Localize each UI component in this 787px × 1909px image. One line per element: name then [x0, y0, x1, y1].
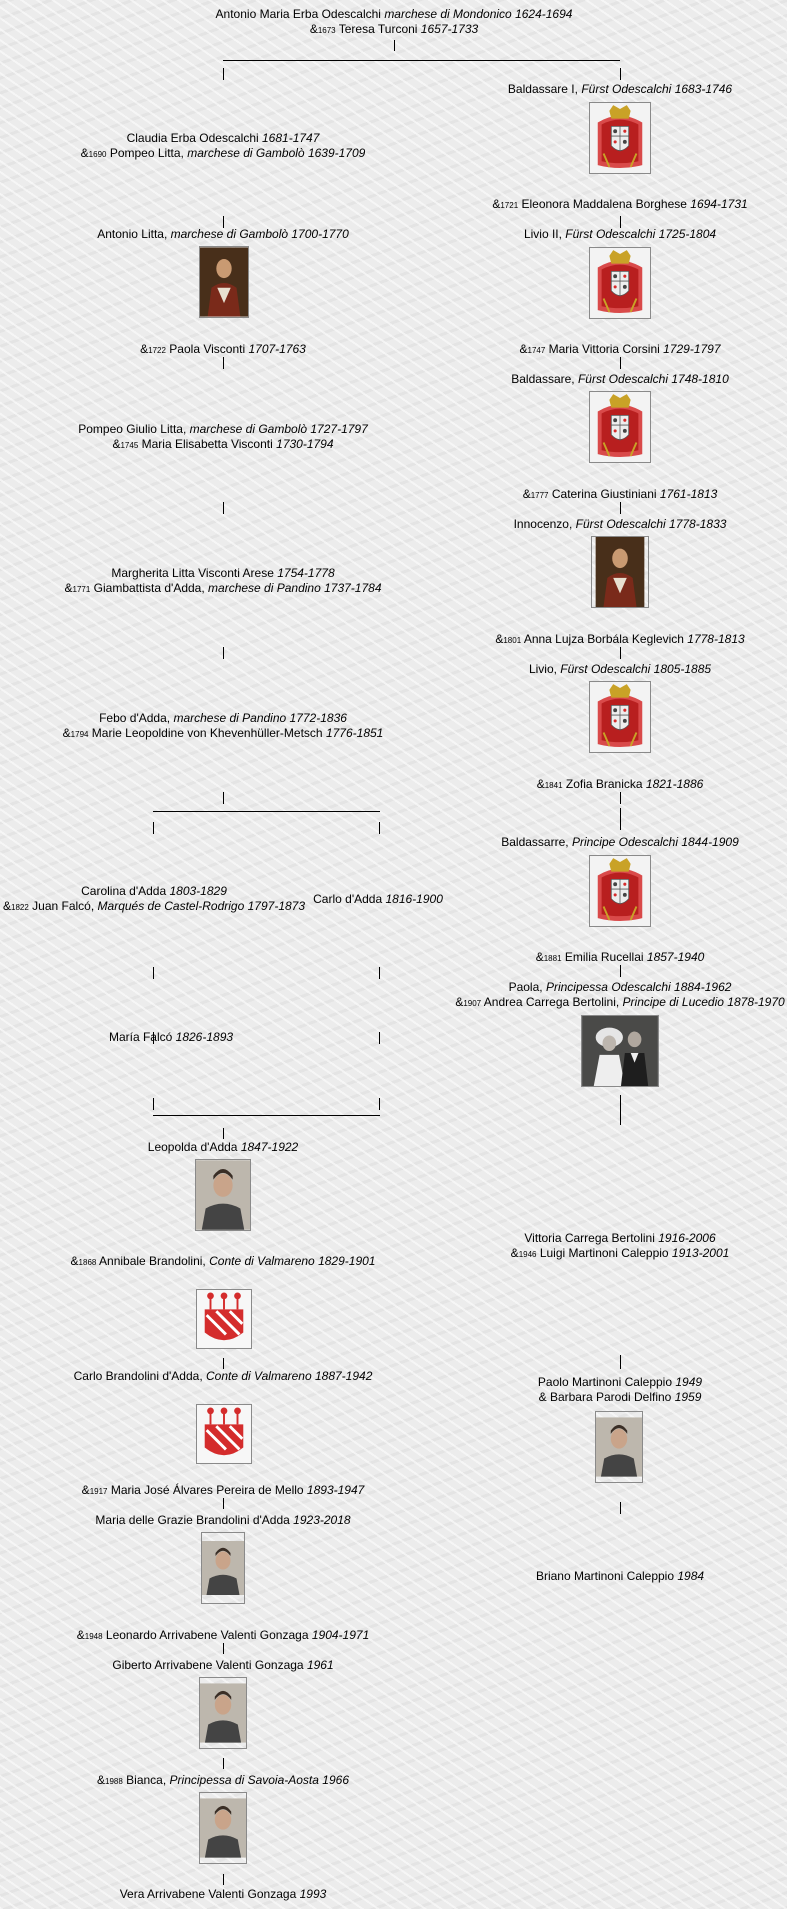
connector-line — [223, 792, 224, 804]
marriage-year: 1721 — [500, 201, 519, 210]
person-entry — [109, 1030, 233, 1045]
person-entry — [536, 950, 705, 966]
person-entry — [523, 487, 718, 503]
person-dates: 1737-1784 — [324, 581, 382, 595]
person-title: Principe Odescalchi — [571, 835, 679, 849]
person-line — [95, 1513, 350, 1528]
person-dates: 1700-1770 — [291, 227, 349, 241]
person-title: Fürst Odescalchi — [577, 372, 669, 386]
person-name: María Falcó — [108, 1030, 173, 1044]
person-entry — [63, 711, 384, 742]
marriage-mark: & — [70, 1254, 79, 1268]
person-line — [538, 1375, 702, 1390]
person-name: Leopolda d'Adda — [147, 1140, 238, 1154]
person-line — [81, 146, 366, 162]
person-title: Fürst Odescalchi — [560, 662, 651, 676]
person-dates: 1829-1901 — [318, 1254, 376, 1268]
sibling-bar — [153, 1115, 380, 1116]
portrait-photo-image — [199, 1792, 247, 1864]
person-dates: 1805-1885 — [653, 662, 712, 676]
marriage-year: 1777 — [530, 491, 549, 500]
person-line — [537, 777, 704, 793]
person-dates: 1725-1804 — [658, 227, 717, 241]
person-name: Livio, — [528, 662, 557, 676]
connector-line — [223, 1758, 224, 1769]
person-entry — [216, 7, 573, 38]
person-entry — [95, 1513, 350, 1528]
person-line — [78, 422, 368, 437]
person-dates: 1844-1909 — [681, 835, 739, 849]
person-name: Maria José Álvares Pereira de Mello — [110, 1483, 304, 1497]
connector-line — [620, 502, 621, 514]
person-dates: 1778-1833 — [669, 517, 727, 531]
person-name: Andrea Carrega Bertolini, — [483, 995, 620, 1009]
marriage-mark: & — [495, 632, 504, 646]
person-line — [82, 1483, 365, 1499]
person-dates: 1904-1971 — [311, 1628, 370, 1642]
person-title: Principessa Odescalchi — [545, 980, 671, 994]
person-dates: 1966 — [322, 1773, 349, 1787]
portrait-photo-image — [201, 1532, 245, 1604]
person-name: Anna Lujza Borbála Keglevich — [523, 632, 684, 646]
person-name: Juan Falcó, — [32, 899, 95, 913]
person-name: Margherita Litta Visconti Arese — [111, 566, 274, 580]
person-dates: 1694-1731 — [690, 197, 748, 211]
person-dates: 1878-1970 — [727, 995, 785, 1009]
marriage-year: 1948 — [84, 1632, 103, 1641]
person-name: Antonio Maria Erba Odescalchi — [215, 7, 381, 21]
connector-line — [223, 502, 224, 514]
person-dates: 1857-1940 — [646, 950, 705, 964]
marriage-mark: & — [62, 726, 71, 740]
person-name: Teresa Turconi — [338, 22, 418, 36]
portrait-photo-image — [199, 1677, 247, 1749]
person-entry — [81, 131, 366, 162]
person-name: Baldassare I, — [507, 82, 578, 96]
person-entry — [529, 662, 711, 677]
marriage-mark: & — [64, 581, 73, 595]
person-name: Maria Vittoria Corsini — [548, 342, 660, 356]
person-dates: 1959 — [674, 1390, 702, 1404]
marriage-year: 1946 — [518, 1250, 537, 1259]
connector-line — [620, 792, 621, 804]
person-entry — [120, 1887, 327, 1902]
person-title: marchese di Mondonico — [384, 7, 512, 21]
person-entry — [537, 777, 704, 793]
odescalchi-coat-of-arms-icon — [589, 855, 651, 927]
person-dates: 1778-1813 — [687, 632, 745, 646]
person-title: Conte di Valmareno — [206, 1369, 312, 1383]
odescalchi-coat-of-arms-icon — [589, 681, 651, 753]
person-line — [313, 892, 443, 907]
person-name: Maria Elisabetta Visconti — [141, 437, 273, 451]
person-line — [65, 581, 382, 597]
person-title: Fürst Odescalchi — [575, 517, 666, 531]
person-entry — [536, 1569, 704, 1584]
person-line — [519, 342, 720, 358]
person-line — [78, 437, 368, 453]
person-entry — [82, 1483, 365, 1499]
person-line — [538, 1390, 702, 1405]
person-dates: 1754-1778 — [277, 566, 335, 580]
connector-line — [620, 647, 621, 659]
person-name: Pompeo Litta, — [109, 146, 184, 160]
person-name: Vittoria Carrega Bertolini — [524, 1231, 655, 1245]
person-entry — [508, 82, 732, 97]
person-dates: 1893-1947 — [306, 1483, 365, 1497]
marriage-year: 1801 — [503, 636, 522, 645]
person-name: Baldassare, — [511, 372, 575, 386]
person-line — [97, 1773, 349, 1789]
person-entry — [97, 1773, 349, 1789]
person-entry — [492, 197, 747, 213]
marriage-mark: & — [80, 146, 89, 160]
person-entry — [501, 835, 739, 850]
marriage-year: 1988 — [105, 1777, 123, 1786]
person-dates: 1707-1763 — [248, 342, 306, 356]
marriage-mark: & — [81, 1483, 90, 1497]
person-name: Claudia Erba Odescalchi — [126, 131, 259, 145]
person-title: Principessa di Savoia-Aosta — [169, 1773, 319, 1787]
person-line — [529, 662, 711, 677]
person-dates: 1729-1797 — [663, 342, 721, 356]
person-title: Fürst Odescalchi — [565, 227, 656, 241]
person-line — [77, 1628, 369, 1644]
connector-line — [620, 808, 621, 830]
person-line — [63, 726, 384, 742]
connector-line — [153, 967, 154, 979]
person-name: Livio II, — [523, 227, 562, 241]
person-entry — [74, 1369, 373, 1384]
person-dates: 1993 — [299, 1887, 327, 1901]
brandolini-coat-of-arms-icon — [196, 1404, 252, 1464]
person-name: Paola, — [508, 980, 543, 994]
person-name: Vera Arrivabene Valenti Gonzaga — [119, 1887, 297, 1901]
portrait-photo-image — [595, 1411, 643, 1483]
person-line — [3, 899, 305, 915]
sibling-bar — [153, 811, 380, 812]
person-line — [81, 131, 366, 146]
person-dates: 1657-1733 — [420, 22, 479, 36]
person-name: Luigi Martinoni Caleppio — [539, 1246, 669, 1260]
odescalchi-coat-of-arms-icon — [589, 102, 651, 174]
connector-line — [223, 1358, 224, 1369]
person-line — [455, 980, 784, 995]
person-title: marchese di Gambolò — [187, 146, 305, 160]
person-dates: 1748-1810 — [671, 372, 729, 386]
person-line — [3, 884, 305, 899]
person-entry — [313, 892, 443, 907]
person-name: Antonio Litta, — [97, 227, 168, 241]
marriage-mark: & — [309, 22, 318, 36]
person-dates: 1826-1893 — [175, 1030, 234, 1044]
person-dates: 1624-1694 — [515, 7, 573, 21]
person-line — [514, 517, 727, 532]
marriage-mark: & — [492, 197, 501, 211]
person-line — [501, 835, 739, 850]
connector-line — [620, 965, 621, 977]
connector-line — [223, 357, 224, 369]
person-name: Paolo Martinoni Caleppio — [537, 1375, 673, 1389]
person-line — [455, 995, 784, 1011]
person-entry — [112, 1658, 333, 1673]
person-dates: 1884-1962 — [674, 980, 732, 994]
connector-line — [620, 1355, 621, 1369]
portrait-painting-image — [199, 246, 249, 318]
person-line — [536, 1569, 704, 1584]
marriage-mark: & — [510, 1246, 519, 1260]
person-line — [524, 227, 716, 242]
person-title: marchese di Pandino — [173, 711, 287, 725]
marriage-mark: & — [97, 1773, 106, 1787]
person-line — [65, 566, 382, 581]
person-name: Annibale Brandolini, — [99, 1254, 206, 1268]
person-name: Marie Leopoldine von Khevenhüller-Metsch — [91, 726, 323, 740]
person-name: Maria delle Grazie Brandolini d'Adda — [95, 1513, 290, 1527]
person-line — [511, 372, 728, 387]
marriage-year: 1673 — [317, 26, 336, 35]
person-line — [508, 82, 732, 97]
person-line — [74, 1369, 373, 1384]
person-dates: 1797-1873 — [247, 899, 306, 913]
person-line — [140, 342, 306, 358]
person-name: & Barbara Parodi Delfino — [538, 1390, 672, 1404]
marriage-mark: & — [140, 342, 149, 356]
person-dates: 1949 — [675, 1375, 703, 1389]
person-entry — [97, 227, 349, 242]
person-name: Briano Martinoni Caleppio — [535, 1569, 675, 1583]
person-dates: 1639-1709 — [307, 146, 366, 160]
person-name: Leonardo Arrivabene Valenti Gonzaga — [105, 1628, 309, 1642]
person-dates: 1761-1813 — [659, 487, 718, 501]
person-title: marchese di Gambolò — [189, 422, 308, 436]
connector-line — [379, 1032, 380, 1044]
marriage-year: 1917 — [89, 1487, 108, 1496]
person-dates: 1923-2018 — [293, 1513, 351, 1527]
marriage-year: 1747 — [527, 346, 546, 355]
person-line — [536, 950, 705, 966]
marriage-year: 1881 — [543, 954, 562, 963]
person-name: Paola Visconti — [169, 342, 246, 356]
person-line — [511, 1246, 730, 1262]
marriage-year: 1907 — [463, 999, 482, 1008]
person-name: Emilia Rucellai — [564, 950, 644, 964]
person-dates: 1727-1797 — [310, 422, 368, 436]
person-entry — [65, 566, 382, 597]
person-title: Principe di Lucedio — [622, 995, 724, 1009]
person-line — [216, 7, 573, 22]
person-name: Giberto Arrivabene Valenti Gonzaga — [112, 1658, 304, 1672]
marriage-mark: & — [536, 777, 545, 791]
portrait-painting-image — [591, 536, 649, 608]
person-title: Conte di Valmareno — [209, 1254, 315, 1268]
person-entry — [519, 342, 720, 358]
marriage-mark: & — [112, 437, 121, 451]
person-name: Pompeo Giulio Litta, — [78, 422, 187, 436]
marriage-mark: & — [535, 950, 544, 964]
person-title: marchese di Gambolò — [170, 227, 289, 241]
connector-line — [153, 822, 154, 834]
connector-line — [620, 357, 621, 369]
marriage-mark: & — [76, 1628, 85, 1642]
person-entry — [514, 517, 727, 532]
person-dates: 1847-1922 — [240, 1140, 299, 1154]
odescalchi-coat-of-arms-icon — [589, 247, 651, 319]
person-entry — [524, 227, 716, 242]
person-entry — [538, 1375, 702, 1405]
person-entry — [77, 1628, 369, 1644]
sibling-bar — [223, 60, 620, 61]
person-line — [63, 711, 384, 726]
marriage-mark: & — [522, 487, 531, 501]
marriage-year: 1822 — [11, 903, 29, 912]
person-entry — [71, 1254, 376, 1270]
person-name: Baldassarre, — [501, 835, 569, 849]
person-name: Innocenzo, — [513, 517, 573, 531]
person-dates: 1821-1886 — [645, 777, 704, 791]
person-dates: 1681-1747 — [262, 131, 320, 145]
brandolini-coat-of-arms-icon — [196, 1289, 252, 1349]
person-dates: 1984 — [677, 1569, 705, 1583]
connector-line — [223, 1874, 224, 1885]
person-dates: 1776-1851 — [325, 726, 384, 740]
person-line — [112, 1658, 333, 1673]
person-name: Giambattista d'Adda, — [93, 581, 205, 595]
marriage-mark: & — [455, 995, 464, 1009]
person-dates: 1683-1746 — [674, 82, 733, 96]
person-name: Caterina Giustiniani — [551, 487, 657, 501]
person-dates: 1961 — [306, 1658, 334, 1672]
person-line — [511, 1231, 730, 1246]
person-name: Bianca, — [126, 1773, 167, 1787]
person-line — [492, 197, 747, 213]
connector-line — [223, 1128, 224, 1139]
connector-line — [153, 1098, 154, 1110]
person-entry — [511, 372, 728, 387]
marriage-year: 1841 — [544, 781, 563, 790]
person-line — [216, 22, 573, 38]
odescalchi-coat-of-arms-icon — [589, 391, 651, 463]
marriage-year: 1794 — [70, 730, 89, 739]
person-name: Carlo Brandolini d'Adda, — [73, 1369, 203, 1383]
marriage-year: 1745 — [120, 441, 139, 450]
portrait-photo-image — [195, 1159, 251, 1231]
wedding-photo-image — [581, 1015, 659, 1087]
person-line — [71, 1254, 376, 1270]
person-name: Febo d'Adda, — [99, 711, 171, 725]
person-dates: 1916-2006 — [658, 1231, 716, 1245]
marriage-mark: & — [2, 899, 11, 913]
person-line — [120, 1887, 327, 1902]
person-line — [523, 487, 718, 503]
person-entry — [511, 1231, 730, 1262]
person-title: Marqués de Castel-Rodrigo — [97, 899, 245, 913]
connector-line — [379, 1098, 380, 1110]
connector-line — [379, 822, 380, 834]
marriage-year: 1722 — [148, 346, 166, 355]
person-entry — [495, 632, 744, 648]
person-name: Carlo d'Adda — [313, 892, 383, 906]
connector-line — [223, 1498, 224, 1509]
person-entry — [455, 980, 784, 1011]
connector-line — [394, 40, 395, 51]
connector-line — [223, 68, 224, 80]
person-entry — [3, 884, 305, 915]
person-line — [495, 632, 744, 648]
connector-line — [223, 1643, 224, 1654]
person-entry — [148, 1140, 298, 1155]
person-line — [148, 1140, 298, 1155]
person-dates: 1816-1900 — [385, 892, 443, 906]
connector-line — [620, 68, 621, 80]
person-title: marchese di Pandino — [208, 581, 321, 595]
person-dates: 1772-1836 — [289, 711, 347, 725]
connector-line — [223, 647, 224, 659]
marriage-mark: & — [519, 342, 528, 356]
marriage-year: 1868 — [78, 1258, 97, 1267]
person-entry — [140, 342, 306, 358]
person-line — [109, 1030, 233, 1045]
person-name: Zofia Branicka — [565, 777, 643, 791]
person-name: Carolina d'Adda — [81, 884, 167, 898]
connector-line — [620, 1502, 621, 1514]
person-title: Fürst Odescalchi — [581, 82, 672, 96]
person-dates: 1803-1829 — [169, 884, 227, 898]
person-dates: 1913-2001 — [671, 1246, 730, 1260]
person-dates: 1730-1794 — [276, 437, 334, 451]
connector-line — [620, 1095, 621, 1125]
connector-line — [379, 967, 380, 979]
person-entry — [78, 422, 368, 453]
person-line — [97, 227, 349, 242]
person-name: Eleonora Maddalena Borghese — [521, 197, 687, 211]
marriage-year: 1771 — [72, 585, 91, 594]
marriage-year: 1690 — [88, 150, 107, 159]
person-dates: 1887-1942 — [314, 1369, 373, 1383]
